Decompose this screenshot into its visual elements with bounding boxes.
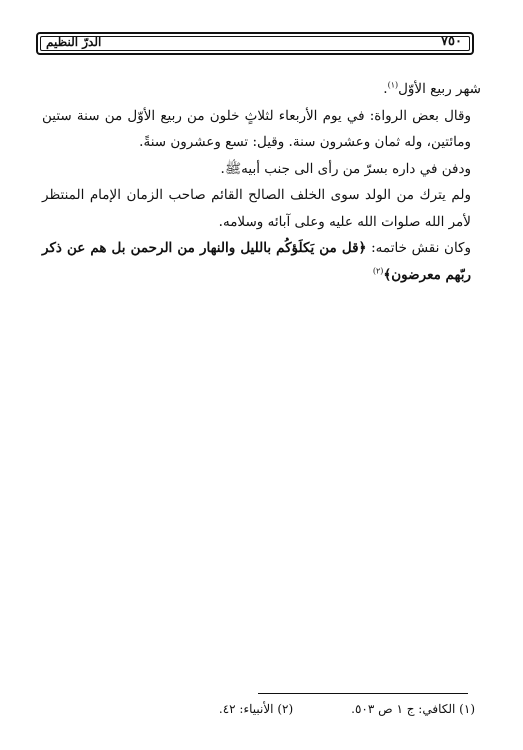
paragraph-3 [42, 156, 481, 183]
paragraph-4: ولم يترك من الولد سوى الخلف الصالح القائم صاحب الزمان الإمام المنتظر لأمر الله صلوات الله عليه وعلى آبائه وسلامه. [42, 187, 471, 230]
paragraph-3-end: . [220, 160, 225, 177]
paragraph-5-text: وكان نقش خاتمه: [366, 240, 472, 256]
paragraph-1 [42, 76, 481, 103]
footnotes [42, 702, 475, 716]
paragraph-3-text: ودفن في داره بسرّ من رأى الى جنب أبيه [241, 160, 471, 177]
honorific-symbol: ﷺ [224, 160, 242, 177]
quranic-verse: ﴿قل من يَكلَؤكُم بالليل والنهار من الرحمن بل هم عن ذكر ربّهم معرضون﴾ [42, 240, 471, 283]
header-inner-border [40, 36, 470, 51]
page-header [36, 32, 474, 55]
paragraph-2: وقال بعض الرواة: في يوم الأربعاء لثلاثٍ خلون من ربيع الأوّل من سنة ستين ومائتين، وله ثمان وعشرون سنة. وقيل: تسع وعشرون سنةً. [42, 107, 471, 150]
paragraph-1-end: . [383, 81, 388, 97]
footnote-2: (٢) الأنبياء: ٤٢. [218, 702, 294, 716]
running-title: الدرّ النظيم [46, 35, 102, 49]
footnote-ref-2: (٢) [372, 266, 384, 275]
paragraph-1-text: شهر ربيع الأوّل [398, 81, 481, 97]
page-number: ٧٥٠ [441, 34, 462, 49]
main-text [42, 76, 481, 288]
footnote-1: (١) الكافي: ج ١ ص ٥٠٣. [351, 702, 475, 716]
footnote-divider [258, 693, 468, 694]
paragraph-5 [42, 235, 481, 288]
footnote-ref-1: (١) [387, 80, 399, 90]
